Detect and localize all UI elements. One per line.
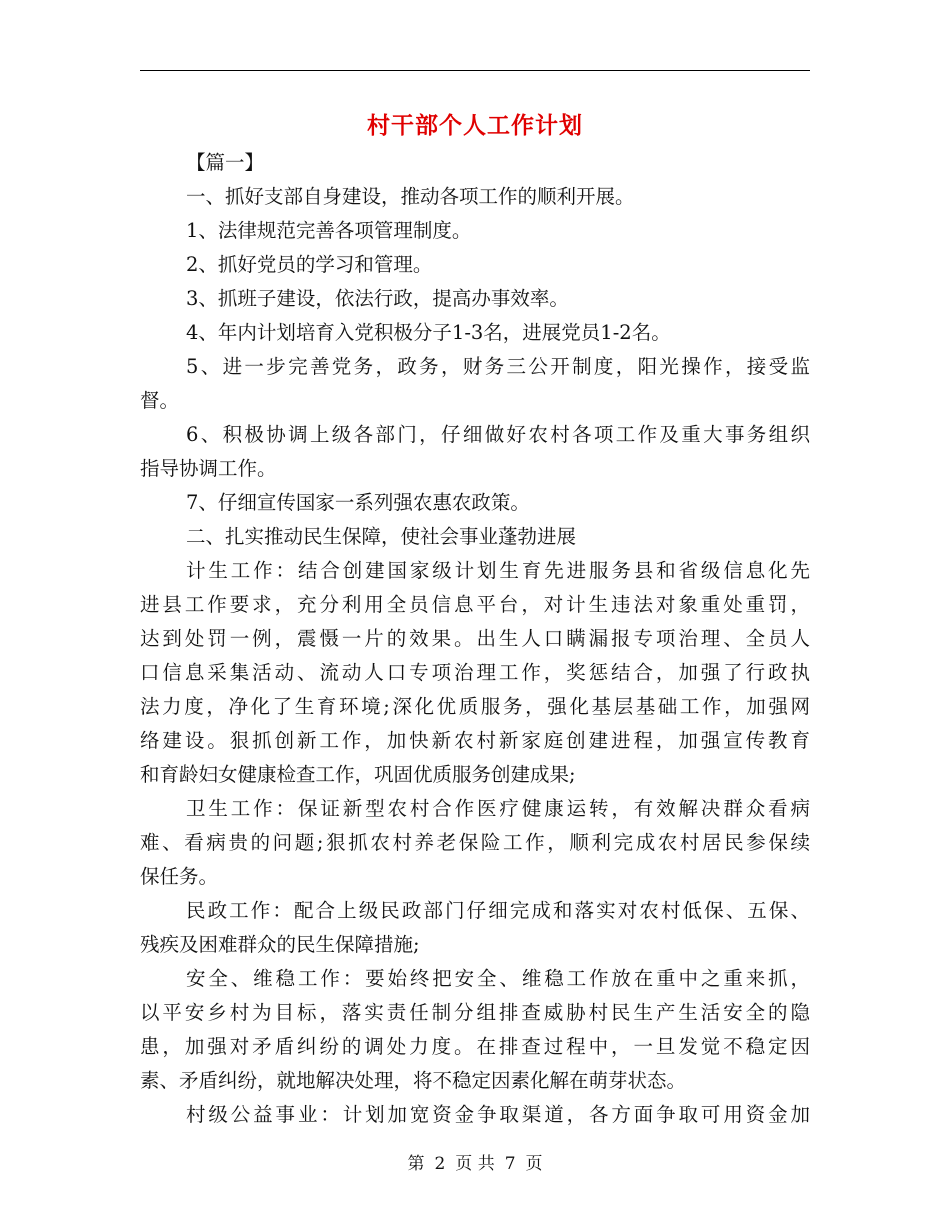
text-line: 安全、维稳工作：要始终把安全、维稳工作放在重中之重来抓， [186,967,810,990]
text-line: 法力度，净化了生育环境;深化优质服务，强化基层基础工作，加强网 [140,695,810,718]
text-line: 3、抓班子建设，依法行政，提高办事效率。 [186,287,569,310]
text-line: 指导协调工作。 [140,457,277,480]
text-line: 口信息采集活动、流动人口专项治理工作，奖惩结合，加强了行政执 [140,661,810,684]
text-line: 素、矛盾纠纷，就地解决处理，将不稳定因素化解在萌芽状态。 [140,1069,687,1092]
text-line: 一、抓好支部自身建设，推动各项工作的顺利开展。 [186,185,635,208]
text-line: 5、进一步完善党务，政务，财务三公开制度，阳光操作，接受监 [186,355,810,378]
text-line: 2、抓好党员的学习和管理。 [186,253,433,276]
footer-middle: 页 共 [455,1154,495,1174]
text-line: 卫生工作：保证新型农村合作医疗健康运转，有效解决群众看病 [186,797,810,820]
page-footer [0,1152,950,1176]
text-line: 4、年内计划培育入党积极分子1-3名，进展党员1-2名。 [186,321,671,344]
text-line: 7、仔细宣传国家一系列强农惠农政策。 [186,491,530,514]
document-body [140,146,810,1132]
text-line: 1、法律规范完善各项管理制度。 [186,219,472,242]
text-line: 残疾及困难群众的民生保障措施; [140,933,420,956]
text-line: 以平安乡村为目标，落实责任制分组排查威胁村民生产生活安全的隐 [140,1001,810,1024]
footer-prefix: 第 [407,1154,425,1174]
footer-page-number: 2 [434,1154,446,1174]
document-title: 村干部个人工作计划 [367,112,583,139]
header-rule [140,70,810,71]
text-line: 难、看病贵的问题;狠抓农村养老保险工作，顺利完成农村居民参保续 [140,831,810,854]
text-line: 患，加强对矛盾纠纷的调处力度。在排查过程中，一旦发觉不稳定因 [140,1035,810,1058]
text-line: 保任务。 [140,865,219,888]
text-line: 督。 [140,389,180,412]
text-line: 计生工作：结合创建国家级计划生育先进服务县和省级信息化先 [186,559,810,582]
text-line: 民政工作：配合上级民政部门仔细完成和落实对农村低保、五保、 [186,899,810,922]
text-line: 和育龄妇女健康检查工作，巩固优质服务创建成果; [140,763,576,786]
text-line: 二、扎实推动民生保障，使社会事业蓬勃进展 [186,525,577,548]
text-line: 6、积极协调上级各部门，仔细做好农村各项工作及重大事务组织 [186,423,810,446]
footer-total-pages: 7 [504,1154,516,1174]
text-line: 【篇一】 [186,151,265,174]
text-line: 达到处罚一例，震慑一片的效果。出生人口瞒漏报专项治理、全员人 [140,627,810,650]
text-line: 络建设。狠抓创新工作，加快新农村新家庭创建进程，加强宣传教育 [140,729,810,752]
footer-suffix: 页 [525,1154,543,1174]
text-line: 进县工作要求，充分利用全员信息平台，对计生违法对象重处重罚， [140,593,810,616]
text-line: 村级公益事业：计划加宽资金争取渠道，各方面争取可用资金加 [186,1103,810,1126]
